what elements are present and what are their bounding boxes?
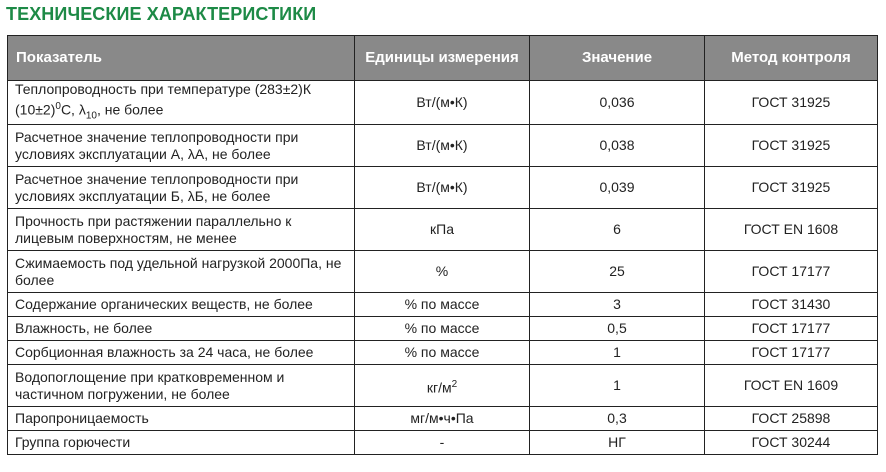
unit-cell: $кг/м^2$ xyxy=(355,365,530,407)
parameter-cell: Сжимаемость под удельной нагрузкой 2000Па, не более xyxy=(8,251,355,293)
unit-cell: - xyxy=(355,431,530,455)
value-cell: 25 xyxy=(530,251,705,293)
unit-cell: Вт/(м•К) xyxy=(355,125,530,167)
parameter-cell: Паропроницаемость xyxy=(8,407,355,431)
method-cell: ГОСТ 17177 xyxy=(705,317,878,341)
value-cell: 3 xyxy=(530,293,705,317)
parameter-cell: Влажность, не более xyxy=(8,317,355,341)
value-cell: 0,3 xyxy=(530,407,705,431)
specs-table xyxy=(7,35,878,455)
table-row xyxy=(8,125,878,167)
page-title: ТЕХНИЧЕСКИЕ ХАРАКТЕРИСТИКИ xyxy=(6,4,317,24)
unit-cell: Вт/(м•К) xyxy=(355,81,530,125)
method-cell: ГОСТ 17177 xyxy=(705,341,878,365)
parameter-cell: Расчетное значение теплопроводности при условиях эксплуатации А, λА, не более xyxy=(8,125,355,167)
table-row xyxy=(8,251,878,293)
unit-cell: % по массе xyxy=(355,293,530,317)
header-value: Значение xyxy=(530,36,705,81)
unit-cell: кПа xyxy=(355,209,530,251)
parameter-cell: Теплопроводность при температуре (283±2)К $(10\pm 2)^0С$, $\lambda_{10}$, не более xyxy=(8,81,355,125)
table-row xyxy=(8,365,878,407)
table-row xyxy=(8,431,878,455)
parameter-cell: Сорбционная влажность за 24 часа, не более xyxy=(8,341,355,365)
header-method: Метод контроля xyxy=(705,36,878,81)
value-cell: 6 xyxy=(530,209,705,251)
method-cell: ГОСТ EN 1609 xyxy=(705,365,878,407)
method-cell: ГОСТ 25898 xyxy=(705,407,878,431)
unit-cell: % по массе xyxy=(355,317,530,341)
unit-cell: % xyxy=(355,251,530,293)
parameter-cell: Расчетное значение теплопроводности при условиях эксплуатации Б, λБ, не более xyxy=(8,167,355,209)
method-cell: ГОСТ 17177 xyxy=(705,251,878,293)
value-cell: 0,036 xyxy=(530,81,705,125)
parameter-cell: Водопоглощение при кратковременном и частичном погружении, не более xyxy=(8,365,355,407)
table-row xyxy=(8,209,878,251)
parameter-cell: Прочность при растяжении параллельно к лицевым поверхностям, не менее xyxy=(8,209,355,251)
header-parameter: Показатель xyxy=(8,36,355,81)
method-cell: ГОСТ 31925 xyxy=(705,125,878,167)
parameter-cell: Группа горючести xyxy=(8,431,355,455)
table-row xyxy=(8,341,878,365)
unit-cell: % по массе xyxy=(355,341,530,365)
table-row xyxy=(8,293,878,317)
table-header xyxy=(8,36,878,81)
table-row xyxy=(8,167,878,209)
method-cell: ГОСТ 31925 xyxy=(705,167,878,209)
value-cell: 0,039 xyxy=(530,167,705,209)
unit-cell: мг/м•ч•Па xyxy=(355,407,530,431)
table-row xyxy=(8,407,878,431)
table-row xyxy=(8,81,878,125)
table-row xyxy=(8,317,878,341)
method-cell: ГОСТ 31430 xyxy=(705,293,878,317)
value-cell: НГ xyxy=(530,431,705,455)
parameter-cell: Содержание органических веществ, не более xyxy=(8,293,355,317)
value-cell: 0,5 xyxy=(530,317,705,341)
method-cell: ГОСТ EN 1608 xyxy=(705,209,878,251)
method-cell: ГОСТ 30244 xyxy=(705,431,878,455)
method-cell: ГОСТ 31925 xyxy=(705,81,878,125)
value-cell: 1 xyxy=(530,365,705,407)
value-cell: 0,038 xyxy=(530,125,705,167)
value-cell: 1 xyxy=(530,341,705,365)
header-unit: Единицы измерения xyxy=(355,36,530,81)
unit-cell: Вт/(м•К) xyxy=(355,167,530,209)
